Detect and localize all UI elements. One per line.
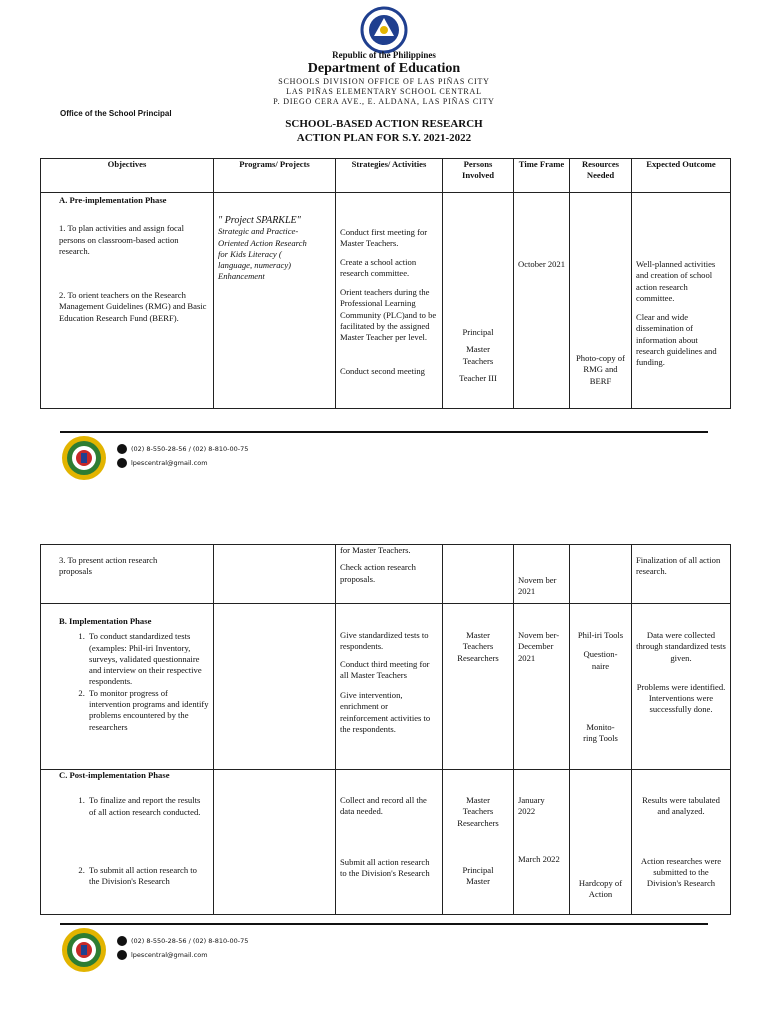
person-b: Master Teachers Researchers <box>457 630 499 663</box>
phase-b-heading: B. Implementation Phase <box>59 616 152 626</box>
table-row <box>41 193 731 409</box>
timeframe-november: Novem ber 2021 <box>518 575 557 597</box>
republic-label: Republic of the Philippines <box>332 50 436 60</box>
email-icon <box>117 950 127 960</box>
phase-c-heading: C. Post-implementation Phase <box>59 770 170 780</box>
timeframe-cell <box>514 604 570 770</box>
strategies-cell <box>336 770 443 915</box>
outcome-cell <box>632 770 731 915</box>
timeframe-january: January 2022 <box>518 795 545 817</box>
timeframe-nov-dec: Novem ber- December 2021 <box>518 630 560 663</box>
programs-cell <box>214 604 336 770</box>
outcome-cell <box>632 193 731 409</box>
resources-cell <box>570 193 632 409</box>
timeframe-cell <box>514 770 570 915</box>
resources-cell <box>570 770 632 915</box>
column-header: Time Frame <box>514 159 570 193</box>
outcome-cell <box>632 604 731 770</box>
outcome-2: Clear and wide dissemination of information about research guidelines and funding. <box>636 312 717 368</box>
strategy-b2: Conduct third meeting for all Master Teachers <box>340 658 430 680</box>
table-header-row <box>41 159 731 193</box>
resources-cell <box>570 545 632 604</box>
person-master-teachers: Master Teachers <box>462 344 494 366</box>
phone-icon <box>117 444 127 454</box>
school-address: P. DIEGO CERA AVE., E. ALDANA, LAS PIÑAS CITY <box>273 97 495 106</box>
division-name: SCHOOLS DIVISION OFFICE OF LAS PIÑAS CITY <box>278 77 490 86</box>
objective-1: 1. To plan activities and assign focal persons on classroom-based action research. <box>59 223 185 256</box>
objective-b2: 2. To monitor progress of intervention programs and identify problems encountered by the researchers <box>87 688 209 733</box>
strategy-1: Conduct first meeting for Master Teachers. <box>340 227 428 249</box>
persons-cell <box>443 604 514 770</box>
table-row <box>41 770 731 915</box>
resources-cell <box>570 604 632 770</box>
column-header: Resources Needed <box>570 159 632 193</box>
strategy-4: Conduct second meeting <box>340 365 425 376</box>
table-row <box>41 545 731 604</box>
column-header: Objectives <box>41 159 214 193</box>
objectives-cell <box>41 604 214 770</box>
program-description: Strategic and Practice-Oriented Action Research for Kids Literacy ( language, numeracy) Enhancement <box>218 226 307 282</box>
action-plan-table-page2 <box>40 544 731 915</box>
objective-3: 3. To present action research proposals <box>59 555 158 577</box>
resource-philiri: Phil-iri Tools <box>577 630 624 640</box>
timeframe-october: October 2021 <box>518 259 566 269</box>
strategy-b1: Give standardized tests to respondents. <box>340 630 429 652</box>
deped-seal-logo <box>356 6 412 54</box>
person-principal: Principal <box>462 327 494 337</box>
objectives-cell <box>41 545 214 604</box>
objective-c2: 2. To submit all action research to the Division's Research <box>87 865 209 888</box>
document-title: SCHOOL-BASED ACTION RESEARCH <box>285 118 483 130</box>
programs-cell <box>214 193 336 409</box>
timeframe-cell <box>514 545 570 604</box>
outcome-3: Finalization of all action research. <box>636 555 721 577</box>
document-subtitle: ACTION PLAN FOR S.Y. 2021-2022 <box>296 132 472 144</box>
strategy-3: Orient teachers during the Professional Learning Community (PLC)and to be facilitated by the assigned Master Teacher per level. <box>340 287 437 343</box>
person-c1: Master Teachers Researchers <box>457 795 499 828</box>
post-implementation-objectives-list <box>45 795 209 887</box>
outcome-b2: Problems were identified. Interventions were successfully done. <box>636 681 726 715</box>
resource-hardcopy: Hardcopy of Action <box>578 878 623 900</box>
department-name: Department of Education <box>307 61 461 76</box>
resource-photocopy: Photo-copy of RMG and BERF <box>576 353 625 386</box>
strategies-cell <box>336 193 443 409</box>
column-header: Strategies/ Activities <box>336 159 443 193</box>
action-plan-table-page1 <box>40 158 731 409</box>
office-label: Office of the School Principal <box>60 109 172 118</box>
footer-divider <box>60 923 708 925</box>
programs-cell <box>214 545 336 604</box>
timeframe-cell <box>514 193 570 409</box>
objectives-cell <box>41 770 214 915</box>
email-icon <box>117 458 127 468</box>
footer-email: lpescentral@gmail.com <box>131 951 208 959</box>
school-logo <box>60 926 108 974</box>
phone-icon <box>117 936 127 946</box>
footer-phone: (02) 8-550-28-56 / (02) 8-810-00-75 <box>131 937 249 945</box>
persons-cell <box>443 545 514 604</box>
strategy-c1: Collect and record all the data needed. <box>340 795 427 817</box>
strategy-continuation: for Master Teachers. <box>340 545 411 555</box>
outcome-cell <box>632 545 731 604</box>
timeframe-march: March 2022 <box>518 853 560 864</box>
objective-c1: 1. To finalize and report the results of all action research conducted. <box>87 795 209 818</box>
objective-b1: 1. To conduct standardized tests (examples: Phil-iri Inventory, surveys, validated questionnaire and interview on their respective respondents. <box>87 631 209 687</box>
table-row <box>41 604 731 770</box>
outcome-b1: Data were collected through standardized tests given. <box>636 630 726 663</box>
phase-a-heading: A. Pre-implementation Phase <box>59 195 167 205</box>
strategy-2: Create a school action research committee. <box>340 256 417 278</box>
column-header: Programs/ Projects <box>214 159 336 193</box>
outcome-1: Well-planned activities and creation of school action research committee. <box>636 259 716 303</box>
outcome-c1: Results were tabulated and analyzed. <box>642 795 720 817</box>
resource-monitoring: Monito-ring Tools <box>583 721 618 744</box>
strategy-5: Check action research proposals. <box>340 562 416 584</box>
strategy-c2: Submit all action research to the Division's Research <box>340 856 430 878</box>
objectives-cell <box>41 193 214 409</box>
strategies-cell <box>336 545 443 604</box>
footer-phone: (02) 8-550-28-56 / (02) 8-810-00-75 <box>131 445 249 453</box>
implementation-objectives-list <box>45 631 209 733</box>
footer-divider <box>60 431 708 433</box>
strategies-cell <box>336 604 443 770</box>
resource-questionnaire: Question-naire <box>583 649 618 671</box>
person-c2: Principal Master <box>462 864 494 887</box>
outcome-c2: Action researches were submitted to the Division's Research <box>640 855 722 889</box>
objective-2: 2. To orient teachers on the Research Management Guidelines (RMG) and Basic Education Research Fund (BERF). <box>59 290 207 323</box>
school-name: LAS PIÑAS ELEMENTARY SCHOOL CENTRAL <box>286 87 482 96</box>
persons-cell <box>443 770 514 915</box>
person-teacher-iii: Teacher III <box>459 372 497 383</box>
column-header: Expected Outcome <box>632 159 731 193</box>
school-logo <box>60 434 108 482</box>
column-header: Persons Involved <box>443 159 514 193</box>
footer-email: lpescentral@gmail.com <box>131 459 208 467</box>
programs-cell <box>214 770 336 915</box>
persons-cell <box>443 193 514 409</box>
program-title: " Project SPARKLE" <box>218 215 301 226</box>
strategy-b3: Give intervention, enrichment or reinforcement activities to the respondents. <box>340 690 431 735</box>
